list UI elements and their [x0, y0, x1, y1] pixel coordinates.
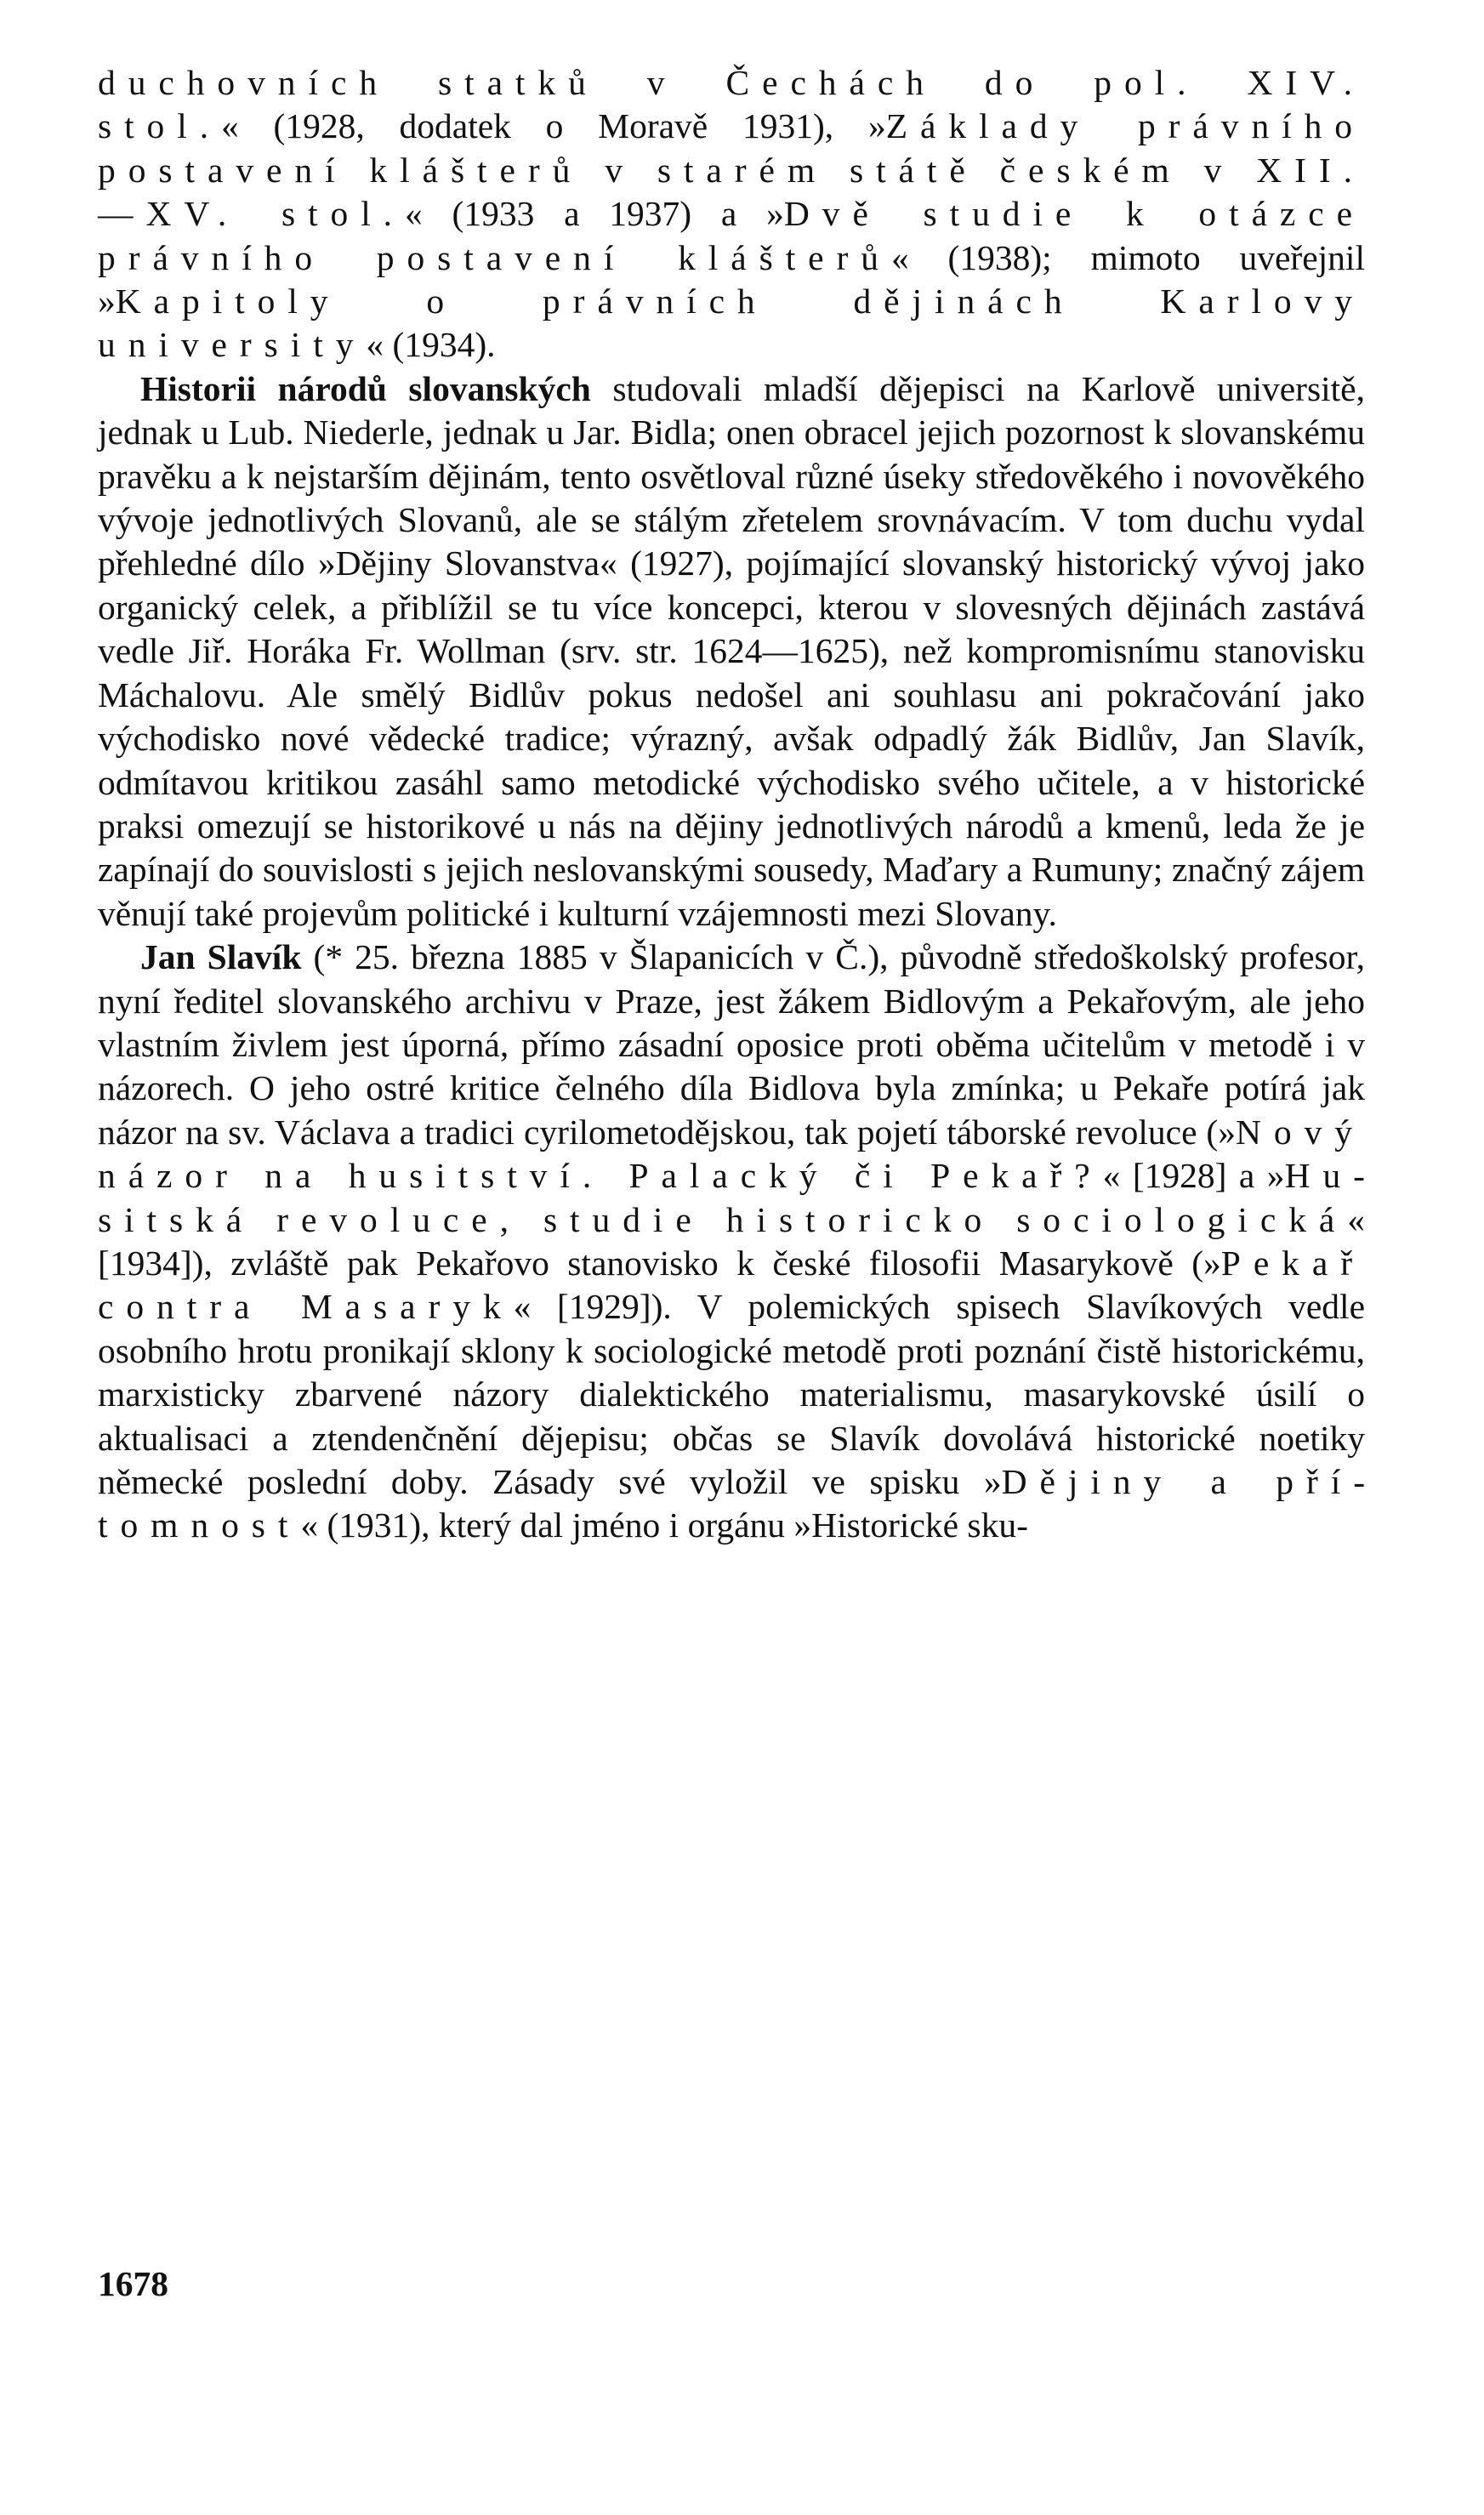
paragraph-jan-slavik	[98, 936, 1365, 1548]
text-run: « (1928, dodatek o Moravě 1931), »	[221, 106, 886, 146]
text-run: « (1934).	[366, 325, 496, 365]
spaced-title: Kapitoly o právních dějinách Karlovy university	[98, 282, 1365, 365]
page-body	[98, 61, 1365, 1548]
spaced-title: Husitská revoluce, studie historicko sociologická	[98, 1156, 1365, 1239]
text-run: studovali mladší dějepisci na Karlově universitě, jednak u Lub. Niederle, jednak u Jar. Bidla; onen obracel jejich pozornost k slovanskému pravěku a k nejstarším dějinám, tento osvětloval různé úseky středověkého i novověkého vývoje jednotlivých Slovanů, ale se stálým zřetelem srovnávacím. V tom duchu vydal přehledné dílo »Dějiny Slovanstva« (1927), pojímající slovanský historický vývoj jako organický celek, a přiblížil se tu více koncepci, kterou v slovesných dějinách zastává vedle Jiř. Horáka Fr. Wollman (srv. str. 1624—1625), než kompromisnímu stanovisku Máchalovu. Ale smělý Bidlův pokus nedošel ani souhlasu ani pokračování jako východisko nové vědecké tradice; výrazný, avšak odpadlý žák Bidlův, Jan Slavík, odmítavou kritikou zasáhl samo metodické východisko svého učitele, a v historické praksi omezují se historikové u nás na dějiny jednotlivých národů a kmenů, leda že je zapínají do souvislosti s jejich neslovanskými sousedy, Maďary a Rumuny; značný zájem věnují také projevům politické i kulturní vzájemnosti mezi Slovany.	[98, 368, 1365, 933]
bold-heading: Jan Slavík	[140, 937, 302, 977]
spaced-title: Základy právního postavení klášterů v starém státě českém v XII.—XV. stol.	[98, 106, 1365, 234]
text-run: « [1929]). V polemických spisech Slavíkových vedle osobního hrotu pronikají sklony k sociologické metodě proti poznání čistě historickému, marxisticky zbarvené názory dialektického materialismu, masarykovské úsilí o aktualisaci a ztendenčnění dějepisu; občas se Slavík dovolává historické noetiky německé poslední doby. Zásady své vyložil ve spisku »	[98, 1287, 1365, 1501]
spaced-title: Dějiny a přítomnost	[98, 1462, 1366, 1545]
text-run: « (1931), který dal jméno i orgánu »Historické sku-	[300, 1505, 1028, 1545]
text-run: « (1933 a 1937) a »	[404, 194, 784, 234]
page-number: 1678	[98, 2264, 168, 2303]
text-run: (* 25. března 1885 v Šlapanicích v Č.), původně středoškolský profesor, nyní ředitel slovanského archivu v Praze, jest žákem Bidlovým a Pekařovým, ale jeho vlastním živlem jest úporná, přímo zásadní oposice proti oběma učitelům v metodě i v názorech. O jeho ostré kritice čelného díla Bidlova byla zmínka; u Pekaře potírá jak názor na sv. Václava a tradici cyrilometodějskou, tak pojetí táborské revoluce (»	[98, 937, 1365, 1152]
text-run: « [1928] a »	[1102, 1156, 1285, 1196]
text-run: « [1934]), zvláště pak Pekařovo stanovisko k české filosofii Masarykově (»	[98, 1199, 1365, 1283]
spaced-title: Nový názor na husitství. Palacký či Pekař?	[98, 1112, 1365, 1196]
spaced-title: Dvě studie k otázce právního postavení klášterů	[98, 194, 1366, 277]
spaced-title: Pekař contra Masaryk	[98, 1243, 1365, 1327]
text-run: « (1938); mimoto uveřejnil »	[98, 237, 1365, 321]
paragraph-monastic-law-works	[98, 61, 1365, 367]
paragraph-slavic-history	[98, 367, 1365, 936]
spaced-title: duchovních statků v Čechách do pol. XIV. stol.	[98, 63, 1365, 146]
bold-heading: Historii národů slovanských	[140, 368, 591, 408]
